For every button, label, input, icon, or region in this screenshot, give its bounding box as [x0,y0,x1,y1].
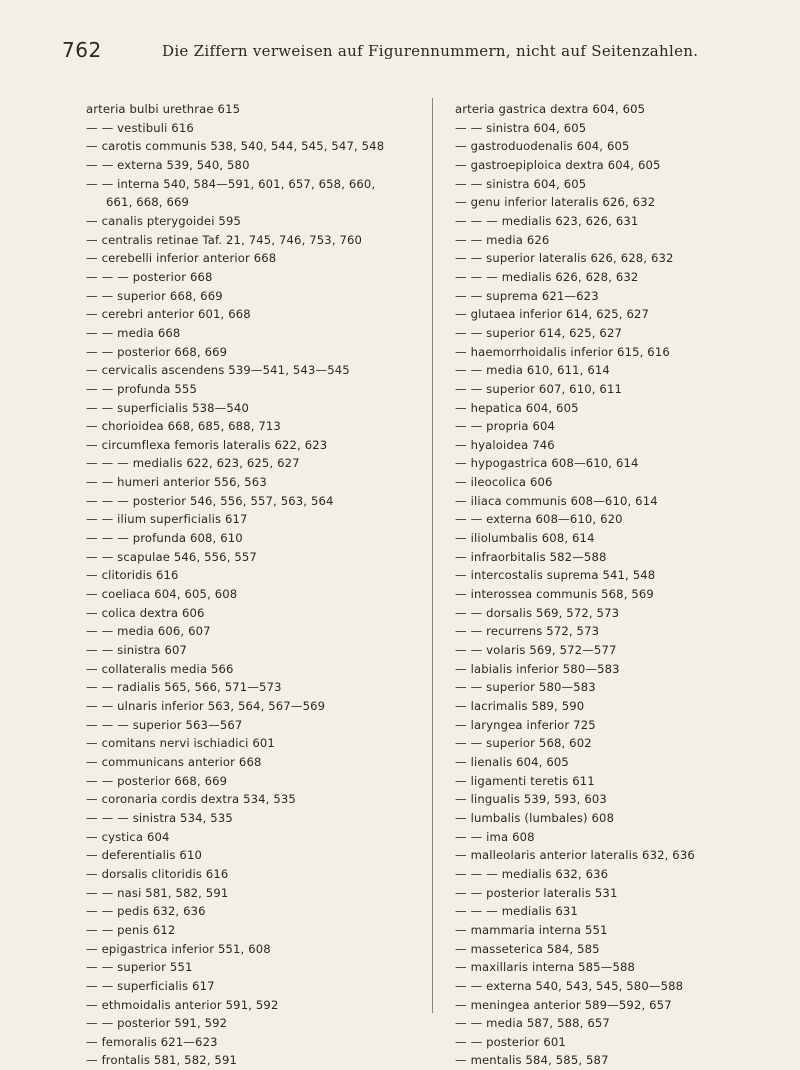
index-entry: — cerebri anterior 601, 668 [86,307,251,322]
index-entry: — — posterior 601 [455,1034,566,1049]
index-entry: — iliaca communis 608—610, 614 [455,493,658,508]
index-entry: — lienalis 604, 605 [455,754,569,769]
index-entry: — — — superior 563—567 [86,717,243,732]
index-entry: — — dorsalis 569, 572, 573 [455,605,620,620]
index-entry: — centralis retinae Taf. 21, 745, 746, 753, 760 [86,232,363,247]
index-entry: — maxillaris interna 585—588 [455,960,636,975]
index-entry: — deferentialis 610 [86,848,202,863]
index-entry: — — media 668 [86,325,181,340]
index-entry: — canalis pterygoidei 595 [86,213,241,228]
index-entry: — — vestibuli 616 [86,120,194,135]
index-entry: — comitans nervi ischiadici 601 [86,736,275,751]
index-entry: — chorioidea 668, 685, 688, 713 [86,419,281,434]
index-entry: — iliolumbalis 608, 614 [455,531,595,546]
index-entry: — communicans anterior 668 [86,754,262,769]
index-entry: — mentalis 584, 585, 587 [455,1053,609,1068]
index-entry: — interossea communis 568, 569 [455,587,654,602]
index-entry: — masseterica 584, 585 [455,941,600,956]
page-header [62,38,762,78]
index-entry: — cerebelli inferior anterior 668 [86,251,277,266]
running-title: Die Ziffern verweisen auf Figurennummern, nicht auf Seitenzahlen. [162,42,699,60]
index-entry: — circumflexa femoris lateralis 622, 623 [86,437,328,452]
index-entry: — dorsalis clitoridis 616 [86,866,229,881]
index-entry: — — sinistra 607 [86,643,188,658]
index-entry: — carotis communis 538, 540, 544, 545, 547, 548 [86,139,385,154]
index-entry: — malleolaris anterior lateralis 632, 636 [455,848,695,863]
column-divider [432,98,433,1013]
index-entry: — — media 587, 588, 657 [455,1016,610,1031]
index-entry: — — recurrens 572, 573 [455,624,600,639]
index-entry: — femoralis 621—623 [86,1034,218,1049]
index-entry: — gastroduodenalis 604, 605 [455,139,630,154]
index-entry: — colica dextra 606 [86,605,205,620]
index-entry: — lumbalis (lumbales) 608 [455,810,615,825]
index-entry: — — media 626 [455,232,550,247]
index-entry: — — externa 540, 543, 545, 580—588 [455,978,684,993]
index-entry: — — posterior 591, 592 [86,1016,228,1031]
index-entry: — — sinistra 604, 605 [455,120,587,135]
index-entry: — — superior 668, 669 [86,288,223,303]
index-entry: — — interna 540, 584—591, 601, 657, 658, 660, [86,176,376,191]
index-entry: — hyaloidea 746 [455,437,555,452]
index-entry: — — superior 614, 625, 627 [455,325,622,340]
index-entry: — intercostalis suprema 541, 548 [455,568,656,583]
index-entry: — hepatica 604, 605 [455,400,579,415]
index-entry: — — — posterior 668 [86,269,213,284]
index-entry: — ileocolica 606 [455,475,553,490]
index-entry: — — — medialis 623, 626, 631 [455,213,639,228]
index-entry: — — penis 612 [86,922,176,937]
index-entry: — — scapulae 546, 556, 557 [86,549,257,564]
index-entry: — genu inferior lateralis 626, 632 [455,195,656,210]
index-entry: — collateralis media 566 [86,661,234,676]
index-entry: — haemorrhoidalis inferior 615, 616 [455,344,670,359]
index-entry: — — superficialis 538—540 [86,400,249,415]
index-entry: — — superior 580—583 [455,680,596,695]
index-entry: — — superficialis 617 [86,978,215,993]
index-entry: — glutaea inferior 614, 625, 627 [455,307,650,322]
index-entry: — lacrimalis 589, 590 [455,699,585,713]
index-entry: — — ima 608 [455,829,535,844]
index-entry: — — — medialis 632, 636 [455,866,609,881]
index-entry: — meningea anterior 589—592, 657 [455,997,672,1012]
index-entry: — — volaris 569, 572—577 [455,643,617,658]
index-entry: — — posterior lateralis 531 [455,885,618,900]
index-entry: — cervicalis ascendens 539—541, 543—545 [86,363,350,378]
index-entry: — mammaria interna 551 [455,922,608,937]
index-entry: — coronaria cordis dextra 534, 535 [86,792,296,807]
index-entry: — — — medialis 626, 628, 632 [455,269,639,284]
index-entry: — — radialis 565, 566, 571—573 [86,680,282,695]
index-entry: — — suprema 621—623 [455,288,599,303]
index-entry: arteria bulbi urethrae 615 [86,102,241,116]
index-entry: — epigastrica inferior 551, 608 [86,941,271,956]
index-entry: — clitoridis 616 [86,568,179,583]
index-entry: — — nasi 581, 582, 591 [86,885,229,900]
index-entry: — cystica 604 [86,829,170,844]
index-entry: — — media 610, 611, 614 [455,363,610,378]
index-entry: — — superior 551 [86,960,193,975]
index-entry: — — externa 608—610, 620 [455,512,623,527]
index-entry: — — posterior 668, 669 [86,773,228,788]
index-entry: — — externa 539, 540, 580 [86,157,250,172]
index-entry: — — superior 607, 610, 611 [455,381,622,396]
index-entry: — — superior 568, 602 [455,736,592,751]
index-entry: — — — sinistra 534, 535 [86,810,233,825]
index-entry: 661, 668, 669 [106,195,190,210]
index-entry: — hypogastrica 608—610, 614 [455,456,639,471]
index-entry: — — propria 604 [455,419,556,434]
index-entry: — — superior lateralis 626, 628, 632 [455,251,674,266]
index-entry: — frontalis 581, 582, 591 [86,1053,238,1068]
index-column-left [86,100,436,1070]
index-entry: — — humeri anterior 556, 563 [86,475,267,490]
index-entry: — — media 606, 607 [86,624,211,639]
index-entry: — infraorbitalis 582—588 [455,549,607,564]
index-entry: — — sinistra 604, 605 [455,176,587,191]
index-column-right [455,100,790,1070]
index-entry: — — — medialis 622, 623, 625, 627 [86,456,300,471]
index-entry: — — ulnaris inferior 563, 564, 567—569 [86,699,326,713]
index-entry: — — posterior 668, 669 [86,344,228,359]
index-entry: — lingualis 539, 593, 603 [455,792,607,807]
index-entry: — — — posterior 546, 556, 557, 563, 564 [86,493,334,508]
index-entry: — labialis inferior 580—583 [455,661,620,676]
index-entry: — ligamenti teretis 611 [455,773,595,788]
index-entry: — — ilium superficialis 617 [86,512,248,527]
index-entry: — — — medialis 631 [455,904,578,919]
index-entry: — — profunda 555 [86,381,197,396]
index-entry: — — pedis 632, 636 [86,904,206,919]
index-entry: — laryngea inferior 725 [455,717,596,732]
page-number: 762 [62,38,102,62]
index-entry: — — — profunda 608, 610 [86,531,243,546]
index-entry: — ethmoidalis anterior 591, 592 [86,997,279,1012]
index-entry: — coeliaca 604, 605, 608 [86,587,238,602]
index-entry: arteria gastrica dextra 604, 605 [455,102,646,116]
index-entry: — gastroepiploica dextra 604, 605 [455,157,661,172]
